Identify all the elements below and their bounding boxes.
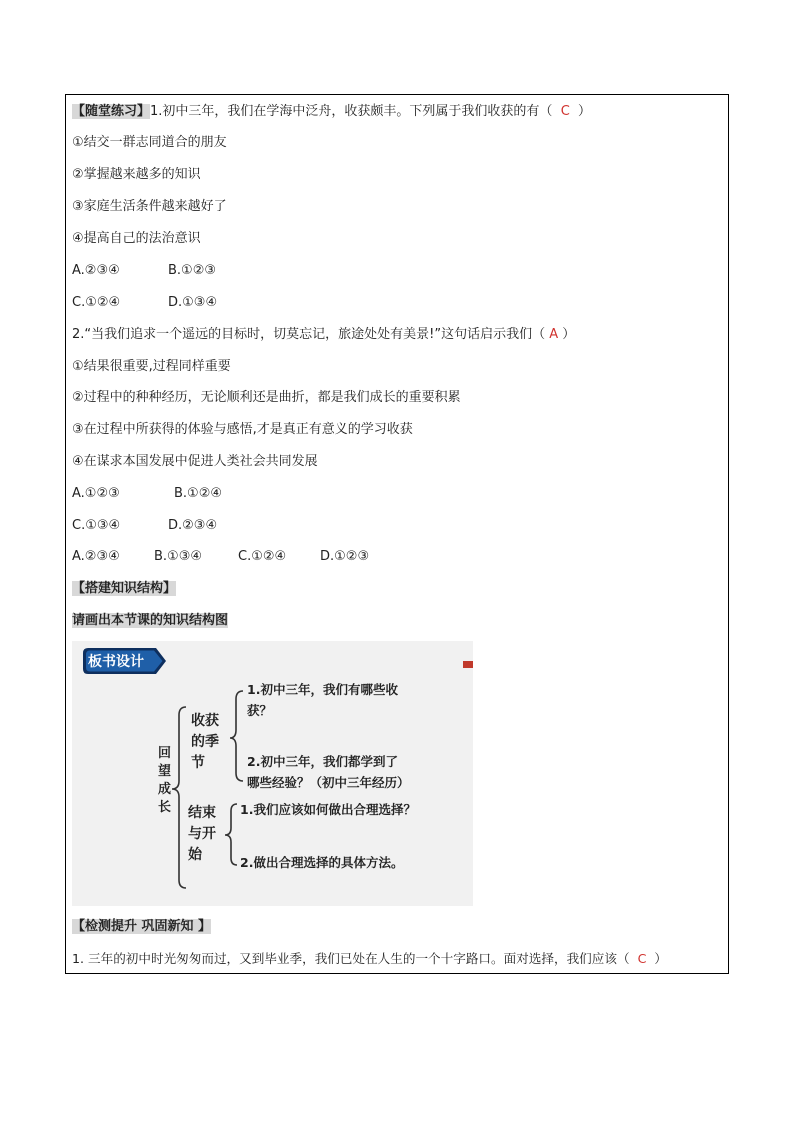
q1-options-row2 <box>72 294 217 312</box>
q2-answer: A <box>549 327 559 342</box>
branch2-item: 1.我们应该如何做出合理选择？ <box>240 802 416 817</box>
q1-item: ④提高自己的法治意识 <box>72 231 201 246</box>
q1-item: ③家庭生活条件越来越好了 <box>72 199 227 214</box>
test-q1-stem: 1. 三年的初中时光匆匆而过，又到毕业季，我们已处在人生的一个十字路口。面对选择，我们应该（ <box>72 951 630 966</box>
q2-option-d: D.②③④ <box>168 518 218 533</box>
q2-extra-option-b: B.①③④ <box>154 549 203 564</box>
practice-q1-line <box>72 103 591 121</box>
test-q1-answer: C <box>637 951 647 966</box>
q1-close: ） <box>578 104 592 119</box>
q2-option-b: B.①②④ <box>174 486 223 501</box>
board-design-image <box>72 641 473 906</box>
structure-heading <box>72 580 176 598</box>
q1-option-c: C.①②④ <box>72 295 121 310</box>
q2-item: ③在过程中所获得的体验与感悟,才是真正有意义的学习收获 <box>72 422 413 437</box>
practice-q2-line <box>72 326 575 344</box>
q2-options-row1 <box>72 485 222 503</box>
q1-options-row1 <box>72 262 216 280</box>
structure-instruction: 请画出本节课的知识结构图 <box>72 613 229 628</box>
q2-item: ①结果很重要,过程同样重要 <box>72 359 231 374</box>
board-root: 回望成长 <box>158 746 172 815</box>
q1-option-b: B.①②③ <box>168 263 217 278</box>
test-q1-close: ） <box>654 951 667 966</box>
branch1-item: 1.初中三年，我们有哪些收 <box>247 682 398 697</box>
q2-stem: 2.“当我们追求一个遥远的目标时，切莫忘记，旅途处处有美景!”这句话启示我们（ <box>72 327 546 342</box>
board-branch1: 收获的季节 <box>191 713 219 771</box>
q2-extra-option-c: C.①②④ <box>238 549 287 564</box>
structure-instruction-line <box>72 612 228 630</box>
q2-option-a: A.①②③ <box>72 486 120 501</box>
structure-title: 【搭建知识结构】 <box>72 581 177 596</box>
q1-option-a: A.②③④ <box>72 263 120 278</box>
q2-close: ） <box>562 327 576 342</box>
board-tag-label: 板书设计 <box>88 654 144 670</box>
test-heading <box>72 918 211 936</box>
branch1-item: 获？ <box>247 703 273 718</box>
q1-item: ②掌握越来越多的知识 <box>72 167 201 182</box>
test-q1-line <box>72 950 667 968</box>
branch2-item: 2.做出合理选择的具体方法。 <box>240 855 404 870</box>
branch1-item: 2.初中三年，我们都学到了 <box>247 754 398 769</box>
branch1-item: 哪些经验？（初中三年经历） <box>247 775 410 790</box>
board-branch2: 结束与开始 <box>188 805 216 863</box>
q2-item: ④在谋求本国发展中促进人类社会共同发展 <box>72 454 318 469</box>
q2-extra-option-a: A.②③④ <box>72 549 120 564</box>
test-title: 【检测提升 巩固新知 】 <box>72 919 212 934</box>
q1-item: ①结交一群志同道合的朋友 <box>72 135 227 150</box>
q2-option-c: C.①③④ <box>72 518 121 533</box>
q2-extra-option-d: D.①②③ <box>320 549 370 564</box>
q2-options-row3 <box>72 548 369 566</box>
q2-item: ②过程中的种种经历，无论顺利还是曲折，都是我们成长的重要积累 <box>72 390 461 405</box>
q1-stem: 1.初中三年，我们在学海中泛舟，收获颇丰。下列属于我们收获的有（ <box>150 104 553 119</box>
q1-answer: C <box>560 104 570 119</box>
q1-option-d: D.①③④ <box>168 295 218 310</box>
practice-title: 【随堂练习】 <box>72 104 151 119</box>
q2-options-row2 <box>72 517 217 535</box>
